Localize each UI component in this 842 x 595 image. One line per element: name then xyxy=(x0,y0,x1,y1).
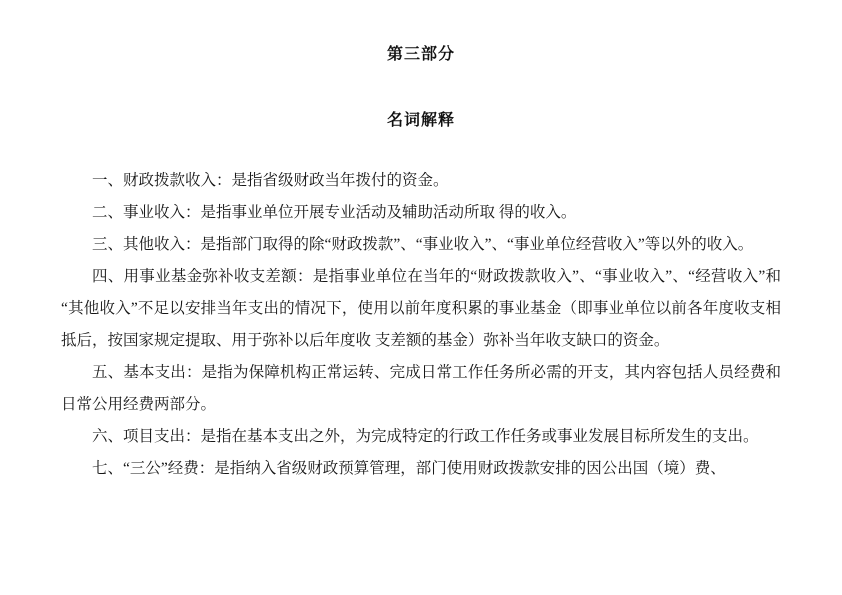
section-title: 名词解释 xyxy=(386,112,455,129)
glossary-paragraph-3: 三、其他收入：是指部门取得的除“财政拨款”、“事业收入”、“事业单位经营收入”等以外的收入。 xyxy=(92,236,754,253)
glossary-paragraph-6: 六、项目支出：是指在基本支出之外，为完成特定的行政工作任务或事业发展目标所发生的支出。 xyxy=(92,428,759,445)
glossary-body xyxy=(61,165,781,485)
part-title: 第三部分 xyxy=(386,46,455,63)
glossary-paragraph-1: 一、财政拨款收入：是指省级财政当年拨付的资金。 xyxy=(92,172,449,189)
glossary-paragraph-7: 七、“三公”经费：是指纳入省级财政预算管理，部门使用财政拨款安排的因公出国（境）费、 xyxy=(92,460,726,477)
glossary-paragraph-5: 五、基本支出：是指为保障机构正常运转、完成日常工作任务所必需的开支，其内容包括人员经费和日常公用经费两部分。 xyxy=(61,364,781,413)
glossary-paragraph-2: 二、事业收入：是指事业单位开展专业活动及辅助活动所取 得的收入。 xyxy=(92,204,577,221)
glossary-paragraph-4: 四、用事业基金弥补收支差额：是指事业单位在当年的“财政拨款收入”、“事业收入”、“经营收入”和“其他收入”不足以安排当年支出的情况下，使用以前年度积累的事业基金（即事业单位以前各年度收支相抵后，按国家规定提取、用于弥补以后年度收 支差额的基金）弥补当年收支缺口的资金。 xyxy=(61,268,781,349)
